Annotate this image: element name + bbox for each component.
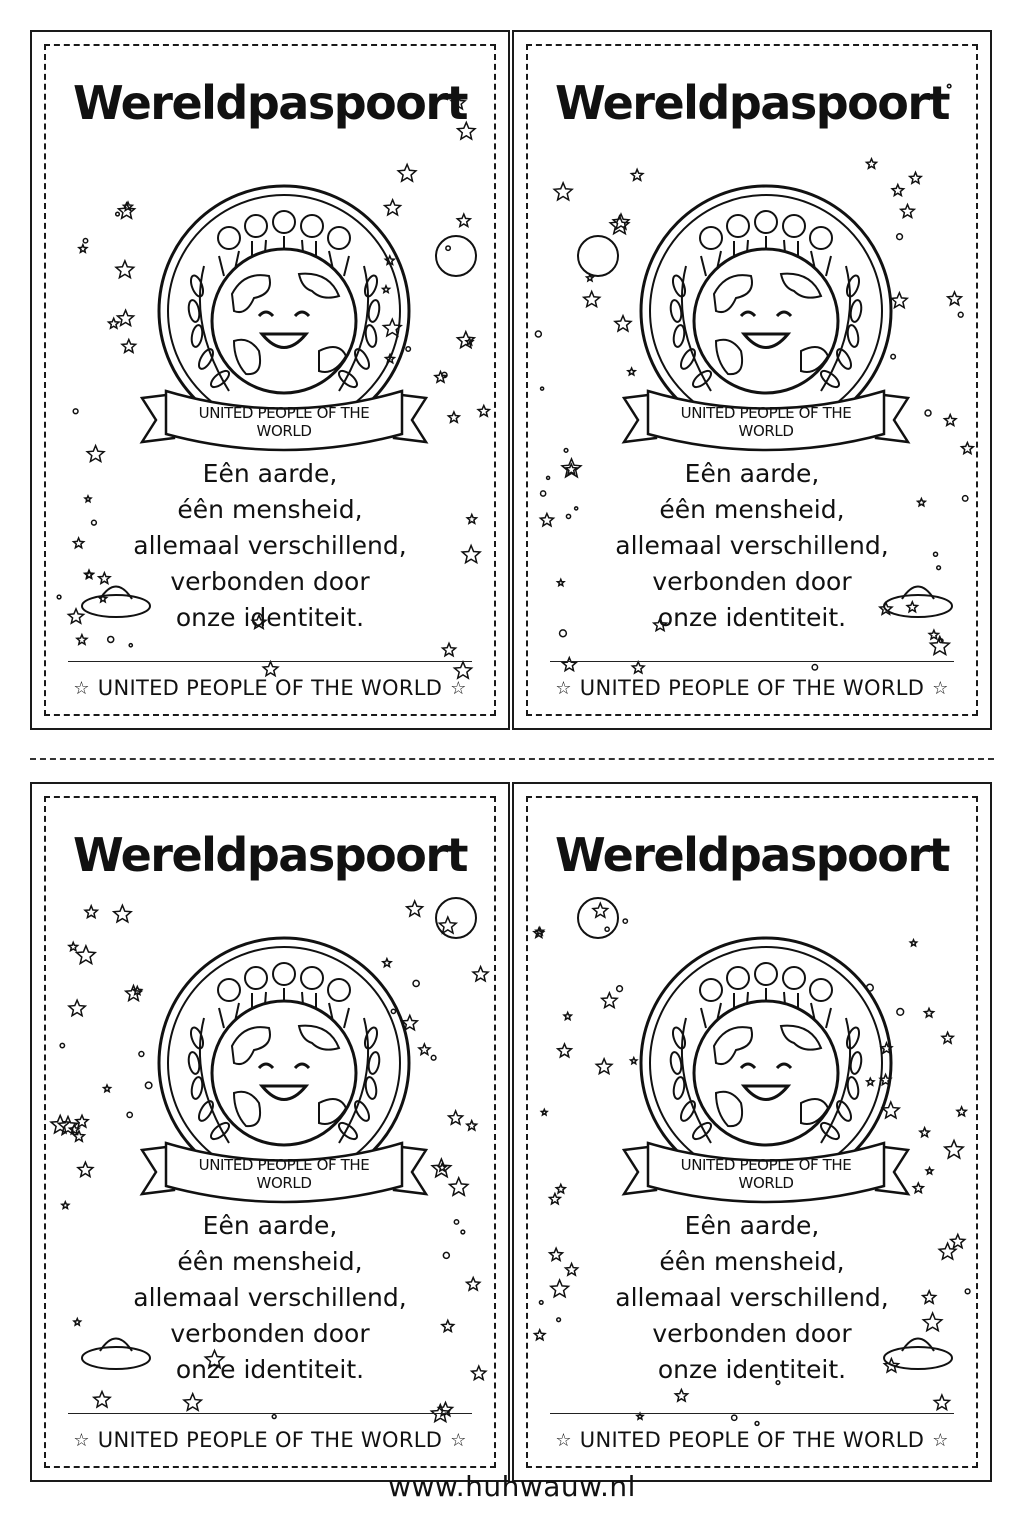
star-icon bbox=[69, 942, 78, 950]
dot-icon bbox=[539, 1301, 543, 1305]
message-line: éên mensheid, bbox=[177, 495, 363, 524]
card-message bbox=[106, 456, 434, 636]
dot-icon bbox=[83, 238, 87, 242]
star-icon bbox=[74, 538, 84, 548]
star-icon bbox=[957, 1107, 966, 1116]
dot-icon bbox=[443, 1252, 449, 1258]
footer-text: UNITED PEOPLE OF THE WORLD bbox=[579, 676, 925, 700]
star-icon bbox=[124, 202, 133, 210]
card-message bbox=[106, 1208, 434, 1388]
card-message bbox=[588, 456, 916, 636]
star-icon: ☆ bbox=[450, 678, 467, 699]
ribbon-banner-text: UNITED PEOPLE OF THE WORLD bbox=[198, 1156, 370, 1192]
dot-icon bbox=[129, 644, 132, 647]
star-icon bbox=[467, 1121, 477, 1130]
star-icon bbox=[448, 412, 459, 422]
smiling-earth-icon bbox=[212, 249, 356, 393]
planet-icon bbox=[436, 236, 476, 276]
star-icon bbox=[457, 332, 474, 348]
dot-icon bbox=[937, 566, 941, 570]
message-line: Eên aarde, bbox=[202, 1211, 338, 1240]
card-title: Wereldpaspoort bbox=[554, 828, 950, 882]
passport-card-1 bbox=[30, 30, 510, 730]
dot-icon bbox=[446, 246, 450, 250]
star-icon bbox=[435, 372, 446, 383]
star-icon bbox=[923, 1313, 942, 1331]
dot-icon bbox=[939, 639, 943, 643]
star-icon bbox=[562, 459, 581, 477]
star-icon bbox=[77, 946, 96, 964]
star-icon bbox=[558, 1044, 572, 1057]
star-icon bbox=[930, 637, 949, 655]
dot-icon bbox=[541, 387, 544, 390]
card-footer bbox=[528, 1428, 976, 1452]
footer-divider bbox=[550, 1413, 954, 1414]
star-icon bbox=[78, 1162, 93, 1176]
dot-icon bbox=[461, 1230, 465, 1234]
star-icon bbox=[443, 643, 456, 656]
card-title: Wereldpaspoort bbox=[72, 828, 468, 882]
star-icon bbox=[675, 1390, 687, 1402]
star-icon bbox=[472, 1366, 486, 1380]
message-line: onze identiteit. bbox=[657, 1355, 847, 1384]
star-icon bbox=[473, 967, 488, 981]
star-icon bbox=[962, 443, 974, 454]
star-icon bbox=[59, 1117, 78, 1135]
star-icon bbox=[632, 662, 644, 673]
message-line: onze identiteit. bbox=[657, 603, 847, 632]
star-icon bbox=[566, 464, 577, 474]
dot-icon bbox=[116, 212, 120, 216]
website-url[interactable]: www.huhwauw.nl bbox=[388, 1470, 636, 1503]
dot-icon bbox=[623, 919, 627, 923]
message-line: verbonden door bbox=[652, 567, 852, 596]
card-inner-border bbox=[526, 44, 978, 716]
planet-icon bbox=[578, 236, 618, 276]
card-footer bbox=[46, 676, 494, 700]
dot-icon bbox=[566, 514, 570, 518]
globe-emblem bbox=[616, 928, 916, 1228]
planet-icon bbox=[436, 898, 476, 938]
dot-icon bbox=[108, 636, 114, 642]
smiling-earth-icon bbox=[212, 1001, 356, 1145]
card-footer bbox=[528, 676, 976, 700]
message-line: allemaal verschillend, bbox=[133, 1283, 407, 1312]
dot-icon bbox=[127, 1112, 132, 1117]
smiling-earth-icon bbox=[694, 1001, 838, 1145]
star-icon bbox=[263, 662, 278, 676]
footer-text: UNITED PEOPLE OF THE WORLD bbox=[97, 1428, 443, 1452]
dot-icon bbox=[60, 1043, 64, 1047]
star-icon bbox=[118, 310, 134, 325]
message-line: verbonden door bbox=[652, 1319, 852, 1348]
message-line: éên mensheid, bbox=[659, 495, 845, 524]
star-icon bbox=[596, 1059, 612, 1074]
dot-icon bbox=[454, 1220, 458, 1224]
dot-icon bbox=[564, 449, 568, 453]
star-icon bbox=[438, 1164, 446, 1171]
dot-icon bbox=[605, 927, 609, 931]
message-line: verbonden door bbox=[170, 1319, 370, 1348]
dot-icon bbox=[547, 476, 550, 479]
dot-icon bbox=[965, 1289, 970, 1294]
star-icon bbox=[925, 1008, 934, 1017]
card-title: Wereldpaspoort bbox=[72, 76, 468, 130]
star-icon bbox=[550, 1248, 563, 1260]
smiling-earth-icon bbox=[694, 249, 838, 393]
star-icon: ☆ bbox=[450, 1430, 467, 1451]
star-icon: ☆ bbox=[555, 678, 572, 699]
message-line: Eên aarde, bbox=[684, 1211, 820, 1240]
star-icon bbox=[407, 901, 423, 916]
message-line: éên mensheid, bbox=[659, 1247, 845, 1276]
planet-icon bbox=[578, 898, 618, 938]
star-icon bbox=[948, 292, 962, 305]
star-icon: ☆ bbox=[73, 1430, 90, 1451]
star-icon bbox=[85, 571, 93, 578]
dot-icon bbox=[732, 1415, 737, 1420]
globe-emblem bbox=[134, 176, 434, 476]
star-icon bbox=[467, 515, 476, 524]
footer-divider bbox=[550, 661, 954, 662]
message-line: allemaal verschillend, bbox=[615, 1283, 889, 1312]
dot-icon bbox=[958, 312, 963, 317]
star-icon: ☆ bbox=[73, 678, 90, 699]
star-icon bbox=[77, 635, 87, 645]
star-icon bbox=[584, 292, 600, 307]
star-icon bbox=[442, 1320, 454, 1331]
star-icon bbox=[566, 1264, 578, 1276]
star-icon bbox=[926, 1168, 933, 1174]
ribbon-banner-text: UNITED PEOPLE OF THE WORLD bbox=[198, 404, 370, 440]
dot-icon bbox=[812, 665, 817, 670]
star-icon bbox=[116, 261, 134, 278]
message-line: éên mensheid, bbox=[177, 1247, 363, 1276]
message-line: allemaal verschillend, bbox=[615, 531, 889, 560]
card-message bbox=[588, 1208, 916, 1388]
dot-icon bbox=[57, 595, 61, 599]
cut-line bbox=[30, 758, 994, 760]
dot-icon bbox=[272, 1415, 276, 1419]
star-icon bbox=[450, 1178, 468, 1196]
message-line: Eên aarde, bbox=[202, 459, 338, 488]
star-icon bbox=[551, 1280, 569, 1297]
star-icon bbox=[945, 1140, 964, 1158]
ribbon-banner-text: UNITED PEOPLE OF THE WORLD bbox=[680, 404, 852, 440]
star-icon bbox=[918, 499, 926, 506]
star-icon bbox=[556, 1184, 565, 1193]
star-icon bbox=[951, 1234, 965, 1247]
card-inner-border bbox=[44, 796, 496, 1468]
star-icon bbox=[536, 928, 544, 935]
star-icon bbox=[87, 446, 104, 462]
message-line: Eên aarde, bbox=[684, 459, 820, 488]
dot-icon bbox=[925, 410, 931, 416]
dot-icon bbox=[442, 372, 447, 377]
card-footer bbox=[46, 1428, 494, 1452]
star-icon bbox=[637, 1413, 643, 1419]
footer-text: UNITED PEOPLE OF THE WORLD bbox=[579, 1428, 925, 1452]
dot-icon bbox=[557, 1318, 561, 1322]
star-icon bbox=[74, 1319, 81, 1326]
star-icon bbox=[466, 338, 473, 345]
star-icon bbox=[602, 993, 617, 1008]
star-icon bbox=[70, 1125, 80, 1134]
star-icon bbox=[462, 546, 480, 563]
card-inner-border bbox=[526, 796, 978, 1468]
star-icon bbox=[939, 1243, 956, 1259]
globe-emblem bbox=[134, 928, 434, 1228]
ribbon-banner-text: UNITED PEOPLE OF THE WORLD bbox=[680, 1156, 852, 1192]
star-icon bbox=[94, 1392, 110, 1408]
star-icon bbox=[923, 1291, 936, 1304]
star-icon bbox=[563, 658, 577, 671]
star-icon bbox=[593, 903, 608, 917]
dot-icon bbox=[541, 491, 546, 496]
star-icon bbox=[62, 1202, 69, 1209]
dot-icon bbox=[560, 630, 567, 637]
star-icon bbox=[867, 159, 877, 169]
star-icon bbox=[457, 214, 470, 226]
star-icon bbox=[74, 1131, 85, 1141]
passport-card-2 bbox=[512, 30, 992, 730]
passport-card-4 bbox=[512, 782, 992, 1482]
card-title: Wereldpaspoort bbox=[554, 76, 950, 130]
dot-icon bbox=[92, 520, 97, 525]
star-icon bbox=[478, 406, 489, 417]
star-icon bbox=[109, 318, 119, 328]
star-icon bbox=[564, 1013, 571, 1020]
dot-icon bbox=[535, 331, 541, 337]
star-icon bbox=[540, 514, 553, 526]
star-icon bbox=[535, 1330, 546, 1340]
star-icon bbox=[929, 630, 938, 639]
star-icon bbox=[945, 415, 957, 426]
star-icon: ☆ bbox=[555, 1430, 572, 1451]
star-icon: ☆ bbox=[932, 1430, 949, 1451]
star-icon bbox=[114, 905, 131, 922]
globe-emblem bbox=[616, 176, 916, 476]
star-icon bbox=[184, 1394, 202, 1411]
star-icon bbox=[439, 917, 456, 933]
star-icon bbox=[550, 1194, 561, 1204]
dot-icon bbox=[73, 409, 78, 414]
star-icon: ☆ bbox=[932, 678, 949, 699]
star-icon bbox=[449, 1111, 463, 1124]
message-line: verbonden door bbox=[170, 567, 370, 596]
dot-icon bbox=[962, 496, 967, 501]
card-inner-border bbox=[44, 44, 496, 716]
star-icon bbox=[920, 1128, 929, 1137]
footer-divider bbox=[68, 1413, 472, 1414]
message-line: onze identiteit. bbox=[175, 603, 365, 632]
passport-card-3 bbox=[30, 782, 510, 1482]
star-icon bbox=[587, 275, 594, 281]
star-icon bbox=[119, 203, 135, 218]
star-icon bbox=[85, 906, 97, 918]
star-icon bbox=[467, 1278, 480, 1291]
star-icon bbox=[432, 1159, 451, 1177]
footer-text: UNITED PEOPLE OF THE WORLD bbox=[97, 676, 443, 700]
message-line: onze identiteit. bbox=[175, 1355, 365, 1384]
star-icon bbox=[558, 579, 565, 585]
star-icon bbox=[541, 1109, 547, 1115]
star-icon bbox=[534, 928, 544, 937]
message-line: allemaal verschillend, bbox=[133, 531, 407, 560]
footer-divider bbox=[68, 661, 472, 662]
star-icon bbox=[69, 1000, 85, 1016]
dot-icon bbox=[755, 1422, 759, 1426]
star-icon bbox=[934, 1395, 949, 1410]
star-icon bbox=[51, 1115, 69, 1133]
star-icon bbox=[85, 496, 91, 502]
star-icon bbox=[104, 1085, 111, 1092]
star-icon bbox=[79, 245, 87, 253]
dot-icon bbox=[575, 507, 578, 510]
star-icon bbox=[554, 183, 572, 200]
star-icon bbox=[85, 570, 94, 578]
dot-icon bbox=[934, 552, 938, 556]
star-icon bbox=[68, 609, 83, 623]
star-icon bbox=[942, 1032, 953, 1043]
star-icon bbox=[76, 1115, 88, 1127]
